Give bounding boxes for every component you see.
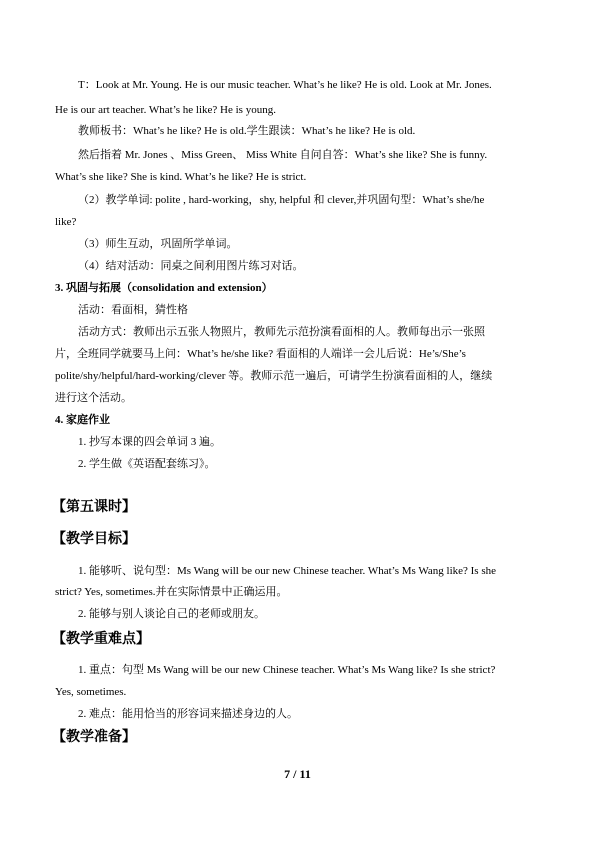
text-line: 片，全班同学就要马上问：What’s he/she like? 看面相的人端详一会儿后说：He’s/She’s [55,348,466,360]
text-line: Yes, sometimes. [55,686,127,698]
text-line: He is our art teacher. What’s he like? He is young. [55,104,276,116]
text-line: 活动：看面相，猜性格 [78,304,188,316]
section-heading: 4. 家庭作业 [55,414,110,426]
text-line: 教师板书：What’s he like? He is old.学生跟读：What’s he like? He is old. [78,125,416,137]
text-line: strict? Yes, sometimes.并在实际情景中正确运用。 [55,586,288,598]
page-number: 7 / 11 [284,767,311,781]
text-line: 活动方式：教师出示五张人物照片，教师先示范扮演看面相的人。教师每出示一张照 [78,326,485,338]
text-line: 1. 能够听、说句型：Ms Wang will be our new Chinese teacher. What’s Ms Wang like? Is she [78,565,496,577]
text-line: 2. 难点：能用恰当的形容词来描述身边的人。 [78,708,298,720]
text-line: What’s she like? She is kind. What’s he like? He is strict. [55,171,307,183]
lesson-heading: 【第五课时】 [52,499,136,515]
key-points-heading: 【教学重难点】 [52,631,150,647]
text-line: （4）结对活动：同桌之间利用图片练习对话。 [78,260,304,272]
text-line: 2. 能够与别人谈论自己的老师或朋友。 [78,608,265,620]
preparation-heading: 【教学准备】 [52,729,136,745]
text-line: （3）师生互动，巩固所学单词。 [78,238,238,250]
text-line: 进行这个活动。 [55,392,132,404]
text-line: like? [55,216,77,228]
text-line: 然后指着 Mr. Jones 、Miss Green、 Miss White 自问自答：What’s she like? She is funny. [78,149,488,161]
text-line: 1. 抄写本课的四会单词 3 遍。 [78,436,221,448]
text-line: 1. 重点：句型 Ms Wang will be our new Chinese teacher. What’s Ms Wang like? Is she strict? [78,664,496,676]
text-line: （2）教学单词: polite , hard-working，shy, helpful 和 clever,并巩固句型：What’s she/he [78,194,485,206]
section-heading: 3. 巩固与拓展（consolidation and extension） [55,282,273,294]
objectives-heading: 【教学目标】 [52,531,136,547]
text-line: 2. 学生做《英语配套练习》。 [78,458,216,470]
text-line: T：Look at Mr. Young. He is our music teacher. What’s he like? He is old. Look at Mr. Jones. [78,79,492,91]
text-line: polite/shy/helpful/hard-working/clever 等。教师示范一遍后，可请学生扮演看面相的人，继续 [55,370,493,382]
